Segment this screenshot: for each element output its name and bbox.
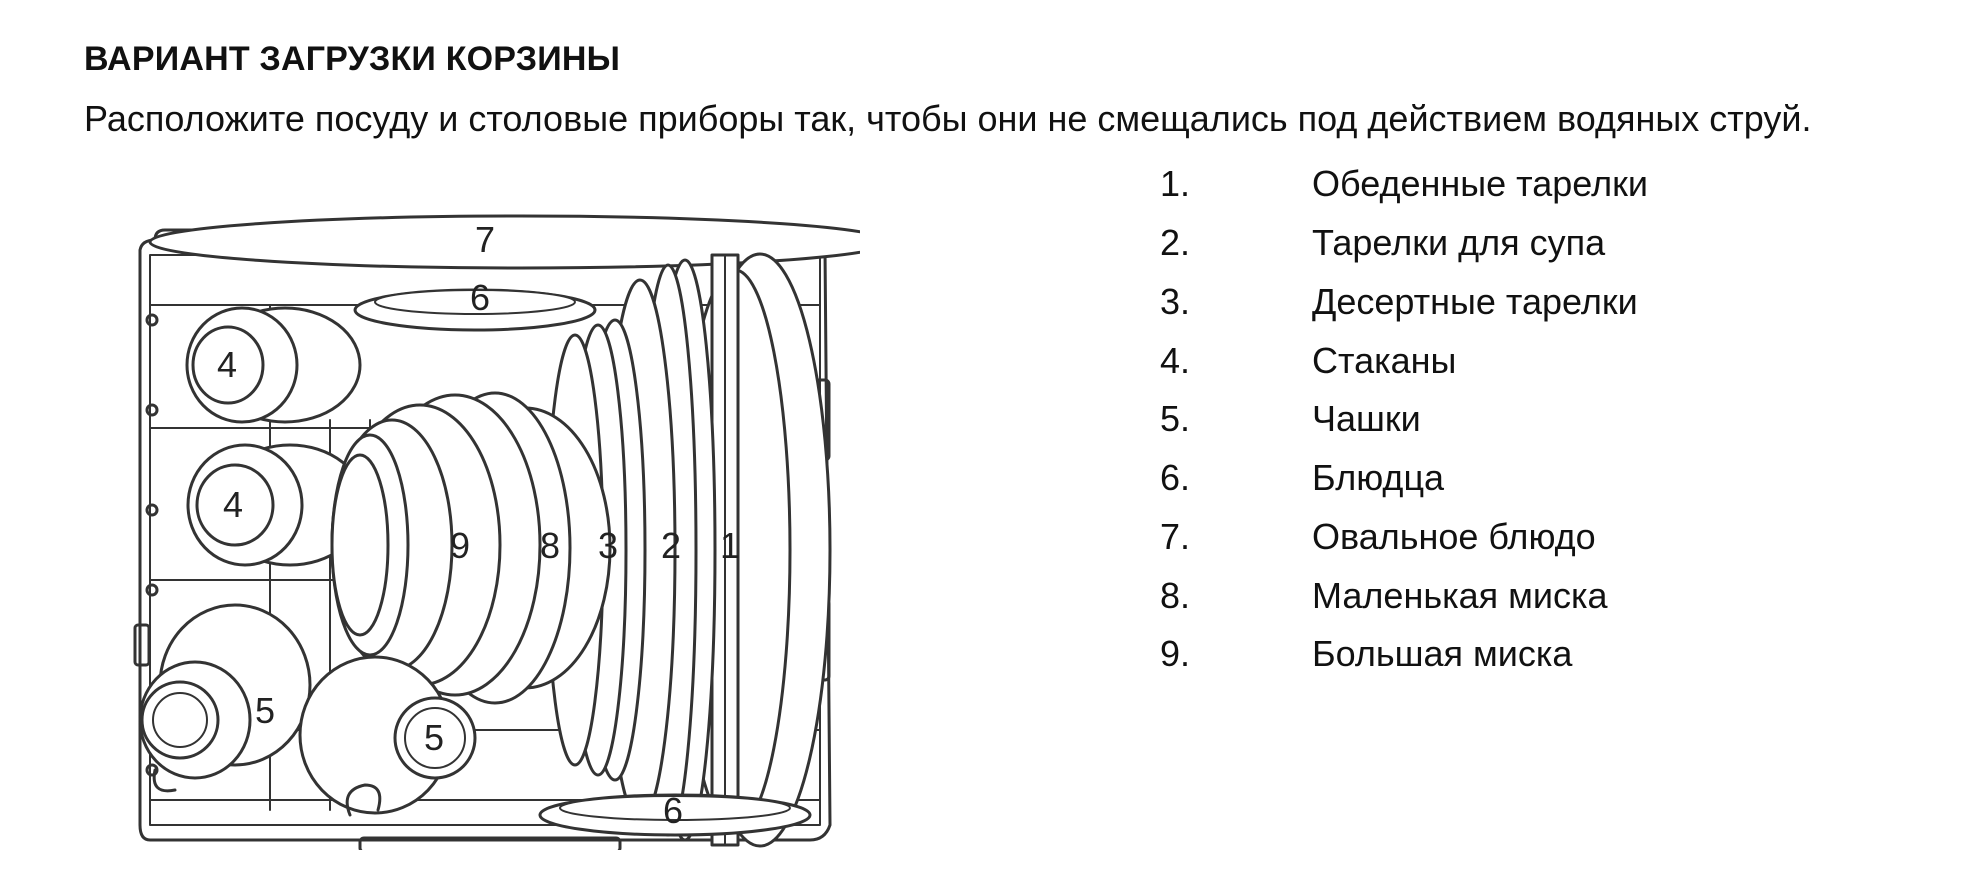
label-cup-left: 5 (255, 690, 276, 731)
legend-label: Большая миска (1312, 633, 1573, 675)
legend-item (1160, 508, 1648, 567)
legend-number: 3. (1160, 280, 1191, 322)
label-saucer-bottom: 6 (663, 790, 684, 831)
legend-item (1160, 155, 1648, 214)
legend-item (1160, 566, 1648, 625)
legend-label: Тарелки для супа (1312, 222, 1606, 264)
legend-item (1160, 625, 1648, 684)
label-saucer-top: 6 (470, 277, 491, 318)
cup-left (140, 605, 310, 791)
legend-label: Десертные тарелки (1312, 280, 1638, 322)
label-small-bowl: 8 (540, 525, 561, 566)
legend-item (1160, 273, 1648, 332)
legend-number: 1. (1160, 163, 1191, 205)
large-bowl (332, 395, 540, 695)
label-dessert-plates: 3 (598, 525, 619, 566)
legend-number: 8. (1160, 574, 1191, 616)
legend-item (1160, 214, 1648, 273)
hook-left-3 (147, 505, 157, 515)
legend-label: Обеденные тарелки (1312, 163, 1648, 205)
legend-label: Овальное блюдо (1312, 515, 1596, 557)
legend-number: 5. (1160, 398, 1191, 440)
label-cup-right: 5 (424, 717, 445, 758)
legend-list (1160, 155, 1648, 684)
hook-left-4 (147, 585, 157, 595)
legend-item (1160, 449, 1648, 508)
legend-item (1160, 390, 1648, 449)
label-oval-dish: 7 (475, 219, 496, 260)
legend-number: 7. (1160, 515, 1191, 557)
hook-left-2 (147, 405, 157, 415)
hook-left-1 (147, 315, 157, 325)
legend-number: 2. (1160, 222, 1191, 264)
label-large-bowl: 9 (450, 525, 471, 566)
page-subtitle: Расположите посуду и столовые приборы так, чтобы они не смещались под действием водяных струй. (84, 98, 1812, 139)
legend-item (1160, 331, 1648, 390)
legend-label: Чашки (1312, 398, 1421, 440)
legend-number: 6. (1160, 457, 1191, 499)
legend-label: Маленькая миска (1312, 574, 1608, 616)
basket-loading-diagram (120, 210, 860, 850)
legend-number: 9. (1160, 633, 1191, 675)
label-glass-bottom: 4 (223, 484, 244, 525)
page-title: ВАРИАНТ ЗАГРУЗКИ КОРЗИНЫ (84, 40, 621, 78)
legend-label: Стаканы (1312, 339, 1457, 381)
legend-label: Блюдца (1312, 457, 1445, 499)
latch-left (135, 625, 149, 665)
legend-number: 4. (1160, 339, 1191, 381)
label-glass-top: 4 (217, 344, 238, 385)
glass-top (187, 308, 360, 422)
label-dinner-plates: 1 (720, 525, 741, 566)
label-soup-plates: 2 (661, 525, 682, 566)
